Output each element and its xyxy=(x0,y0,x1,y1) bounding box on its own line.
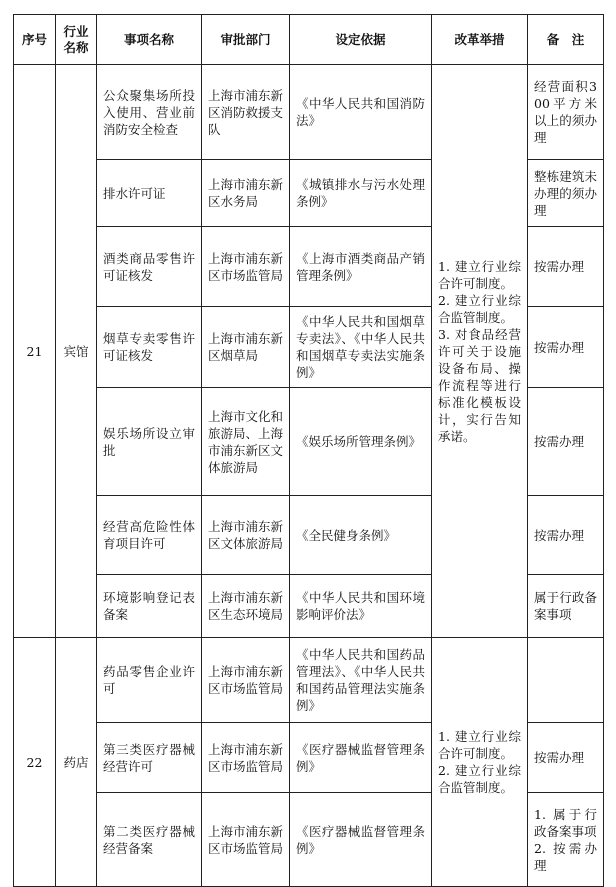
remark: 整栋建筑未办理的须办理 xyxy=(528,160,604,227)
approval-dept: 上海市浦东新区市场监管局 xyxy=(202,723,290,793)
approval-dept: 上海市浦东新区市场监管局 xyxy=(202,793,290,887)
table-row xyxy=(14,638,604,723)
remark: 经营面积300平方米以上的须办理 xyxy=(528,65,604,160)
approval-dept: 上海市浦东新区市场监管局 xyxy=(202,227,290,307)
item-name: 药品零售企业许可 xyxy=(97,638,202,723)
industry-name: 宾馆 xyxy=(56,65,97,638)
item-name: 公众聚集场所投入使用、营业前消防安全检查 xyxy=(97,65,202,160)
legal-basis: 《全民健身条例》 xyxy=(290,496,432,575)
industry-name: 药店 xyxy=(56,638,97,887)
header-industry: 行业名称 xyxy=(56,15,97,65)
approval-dept: 上海市文化和旅游局、上海市浦东新区文体旅游局 xyxy=(202,388,290,496)
legal-basis: 《上海市酒类商品产销管理条例》 xyxy=(290,227,432,307)
remark: 属于行政备案事项 xyxy=(528,575,604,638)
approval-dept: 上海市浦东新区市场监管局 xyxy=(202,638,290,723)
legal-basis: 《中华人民共和国烟草专卖法》、《中华人民共和国烟草专卖法实施条例》 xyxy=(290,307,432,388)
remark xyxy=(528,638,604,723)
legal-basis: 《中华人民共和国药品管理法》、《中华人民共和国药品管理法实施条例》 xyxy=(290,638,432,723)
item-name: 娱乐场所设立审批 xyxy=(97,388,202,496)
legal-basis: 《城镇排水与污水处理条例》 xyxy=(290,160,432,227)
row-number: 21 xyxy=(14,65,56,638)
reform-measures: 1. 建立行业综合许可制度。 2. 建立行业综合监管制度。 xyxy=(432,638,528,887)
item-name: 排水许可证 xyxy=(97,160,202,227)
item-name: 酒类商品零售许可证核发 xyxy=(97,227,202,307)
remark: 按需办理 xyxy=(528,388,604,496)
approval-items-table xyxy=(13,14,604,887)
approval-dept: 上海市浦东新区烟草局 xyxy=(202,307,290,388)
item-name: 第二类医疗器械经营备案 xyxy=(97,793,202,887)
header-no: 序号 xyxy=(14,15,56,65)
item-name: 经营高危险性体育项目许可 xyxy=(97,496,202,575)
approval-dept: 上海市浦东新区水务局 xyxy=(202,160,290,227)
approval-dept: 上海市浦东新区文体旅游局 xyxy=(202,496,290,575)
remark: 按需办理 xyxy=(528,723,604,793)
item-name: 环境影响登记表备案 xyxy=(97,575,202,638)
approval-dept: 上海市浦东新区生态环境局 xyxy=(202,575,290,638)
table-header-row xyxy=(14,15,604,65)
header-basis: 设定依据 xyxy=(290,15,432,65)
legal-basis: 《医疗器械监督管理条例》 xyxy=(290,793,432,887)
legal-basis: 《中华人民共和国消防法》 xyxy=(290,65,432,160)
remark: 按需办理 xyxy=(528,307,604,388)
approval-dept: 上海市浦东新区消防救援支队 xyxy=(202,65,290,160)
row-number: 22 xyxy=(14,638,56,887)
item-name: 烟草专卖零售许可证核发 xyxy=(97,307,202,388)
item-name: 第三类医疗器械经营许可 xyxy=(97,723,202,793)
legal-basis: 《娱乐场所管理条例》 xyxy=(290,388,432,496)
remark: 1. 属于行政备案事项 2. 按需办理 xyxy=(528,793,604,887)
remark: 按需办理 xyxy=(528,496,604,575)
table-row xyxy=(14,65,604,160)
header-reform: 改革举措 xyxy=(432,15,528,65)
reform-measures: 1. 建立行业综合许可制度。 2. 建立行业综合监管制度。 3. 对食品经营许可关于设施设备布局、操作流程等进行标准化模板设计，实行告知承诺。 xyxy=(432,65,528,638)
legal-basis: 《医疗器械监督管理条例》 xyxy=(290,723,432,793)
remark: 按需办理 xyxy=(528,227,604,307)
header-item: 事项名称 xyxy=(97,15,202,65)
header-note: 备 注 xyxy=(528,15,604,65)
header-dept: 审批部门 xyxy=(202,15,290,65)
legal-basis: 《中华人民共和国环境影响评价法》 xyxy=(290,575,432,638)
